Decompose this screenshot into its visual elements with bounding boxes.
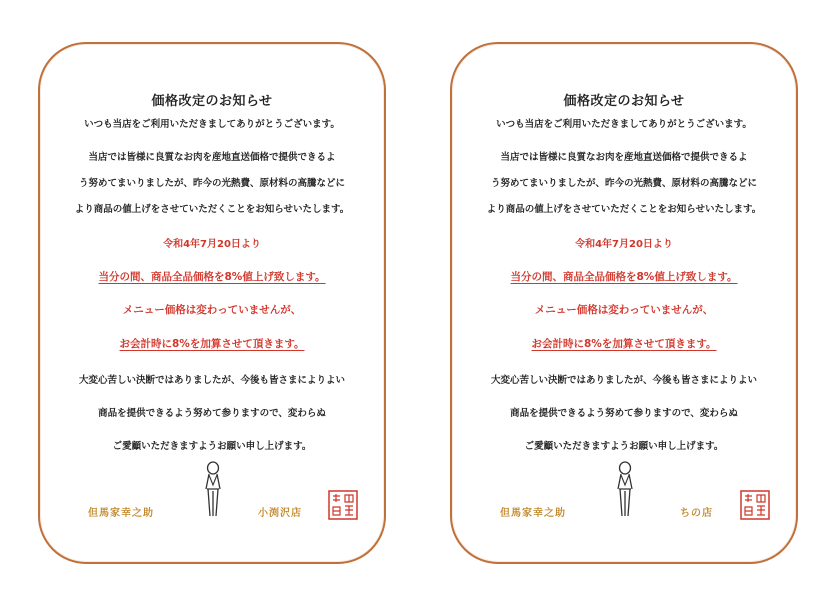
notice-price-increase: 当分の間、商品全品価格を8%値上げ致します。	[510, 271, 738, 283]
shop-seal-stamp	[740, 490, 770, 520]
shop-seal-stamp	[328, 490, 358, 520]
notice-body-line-3: より商品の値上げをさせていただくことをお知らせいたします。	[486, 204, 762, 215]
price-notice-card-ochibuchisawa	[38, 42, 386, 564]
notice-title: 価格改定のお知らせ	[563, 94, 685, 109]
brand-name: 但馬家幸之助	[500, 508, 566, 519]
notice-intro: いつも当店をご利用いただきましてありがとうございます。	[84, 119, 340, 130]
effective-date: 令和4年7月20日より	[575, 239, 673, 250]
notice-body-line-3: より商品の値上げをさせていただくことをお知らせいたします。	[74, 204, 350, 215]
bowing-person-icon	[200, 461, 226, 517]
effective-date: 令和4年7月20日より	[163, 239, 261, 250]
notice-price-increase: 当分の間、商品全品価格を8%値上げ致します。	[98, 271, 326, 283]
bowing-person-icon	[612, 461, 638, 517]
closing-line-2: 商品を提供できるよう努めて参りますので、変わらぬ	[510, 408, 738, 419]
notice-body-line-2: う努めてまいりましたが、昨今の光熱費、原材料の高騰などに	[78, 178, 345, 189]
branch-name: 小渕沢店	[258, 508, 302, 519]
notice-checkout-surcharge: お会計時に8%を加算させて頂きます。	[119, 338, 305, 350]
notice-body-line-2: う努めてまいりましたが、昨今の光熱費、原材料の高騰などに	[490, 178, 757, 189]
notice-intro: いつも当店をご利用いただきましてありがとうございます。	[496, 119, 752, 130]
price-notice-card-chino	[450, 42, 798, 564]
notice-title: 価格改定のお知らせ	[151, 94, 273, 109]
notice-menu-unchanged: メニュー価格は変わっていませんが、	[534, 304, 714, 316]
notice-menu-unchanged: メニュー価格は変わっていませんが、	[122, 304, 302, 316]
notice-body-line-1: 当店では皆様に良質なお肉を産地直送価格で提供できるよ	[500, 152, 748, 163]
notice-body-line-1: 当店では皆様に良質なお肉を産地直送価格で提供できるよ	[88, 152, 336, 163]
notice-checkout-surcharge: お会計時に8%を加算させて頂きます。	[531, 338, 717, 350]
closing-line-3: ご愛顧いただきますようお願い申し上げます。	[524, 441, 724, 452]
closing-line-2: 商品を提供できるよう努めて参りますので、変わらぬ	[98, 408, 326, 419]
closing-line-3: ご愛顧いただきますようお願い申し上げます。	[112, 441, 312, 452]
closing-line-1: 大変心苦しい決断ではありましたが、今後も皆さまによりよい	[78, 375, 345, 386]
closing-line-1: 大変心苦しい決断ではありましたが、今後も皆さまによりよい	[490, 375, 757, 386]
branch-name: ちの店	[680, 508, 713, 519]
brand-name: 但馬家幸之助	[88, 508, 154, 519]
